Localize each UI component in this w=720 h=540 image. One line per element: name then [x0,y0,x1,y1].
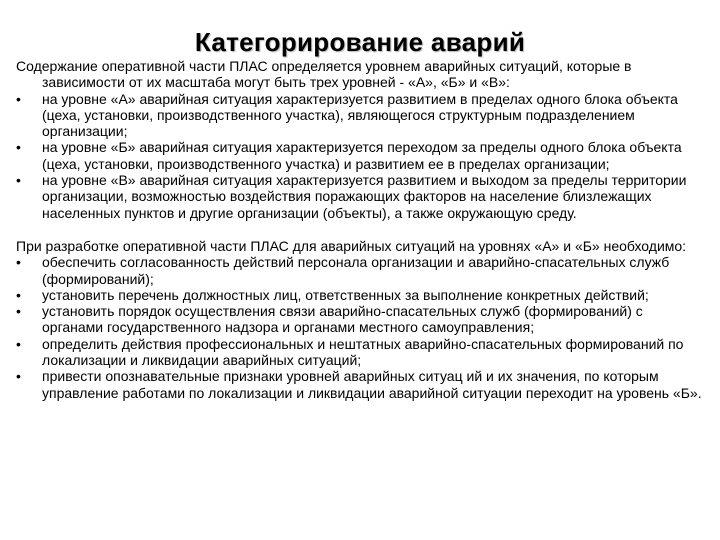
bullet-dot: • [16,303,21,320]
bullet-item [16,287,706,303]
bullet-item [16,139,706,172]
bullet-dot: • [16,286,21,303]
bullet-item [16,91,706,140]
bullet-item [16,368,706,401]
bullet-dot: • [16,368,21,385]
bullet-text: установить порядок осуществления связи аварийно-спасательных служб (формирований) с органами государственного надзора и органами местного самоуправления; [42,303,643,336]
bullet-text: привести опознавательные признаки уровней аварийных ситуац ий и их значения, по которым управление работами по локализации и ликвидации аварийной ситуации переходит на уровень «Б». [42,368,702,401]
bullet-dot: • [16,254,21,271]
bullet-item [16,254,706,287]
section-1-bullets [16,91,706,221]
bullet-text: определить действия профессиональных и нештатных аварийно-спасательных формирований по локализации и ликвидации аварийных ситуаций; [42,335,684,369]
slide-body [16,58,706,401]
section-1-intro: Содержание оперативной части ПЛАС определяется уровнем аварийных ситуаций, которые в зависимости от их масштаба могут быть трех уровней - «А», «Б» и «В»: [16,58,632,91]
slide-title: Категорирование аварий [194,27,526,57]
bullet-dot: • [16,139,21,156]
section-2-intro: При разработке оперативной части ПЛАС для аварийных ситуаций на уровнях «А» и «Б» необходимо: [16,237,687,254]
bullet-text: на уровне «Б» аварийная ситуация характеризуется переходом за пределы одного блока объекта (цеха, установки, производственного участка) и развитием ее в пределах организации; [42,139,682,172]
paragraph-spacer [16,221,706,238]
bullet-item [16,172,706,221]
bullet-text: обеспечить согласованность действий персонала организации и аварийно-спасательных служб (формирований); [42,254,670,287]
bullet-text: на уровне «А» аварийная ситуация характеризуется развитием в пределах одного блока объекта (цеха, установки, производственного участка), являющегося структурным подразделением организации; [42,90,678,140]
bullet-item [16,336,706,369]
bullet-text: установить перечень должностных лиц, ответственных за выполнение конкретных действий; [42,286,649,303]
bullet-dot: • [16,90,21,107]
bullet-dot: • [16,172,21,189]
bullet-dot: • [16,335,21,352]
bullet-item [16,303,706,336]
bullet-text: на уровне «В» аварийная ситуация характеризуется развитием и выходом за пределы территории организации, возможностью воздействия поражающих факторов на население близлежащих населенных пунктов и другие организации (объекты), а также окружающую среду. [42,172,687,221]
section-2-bullets [16,254,706,401]
